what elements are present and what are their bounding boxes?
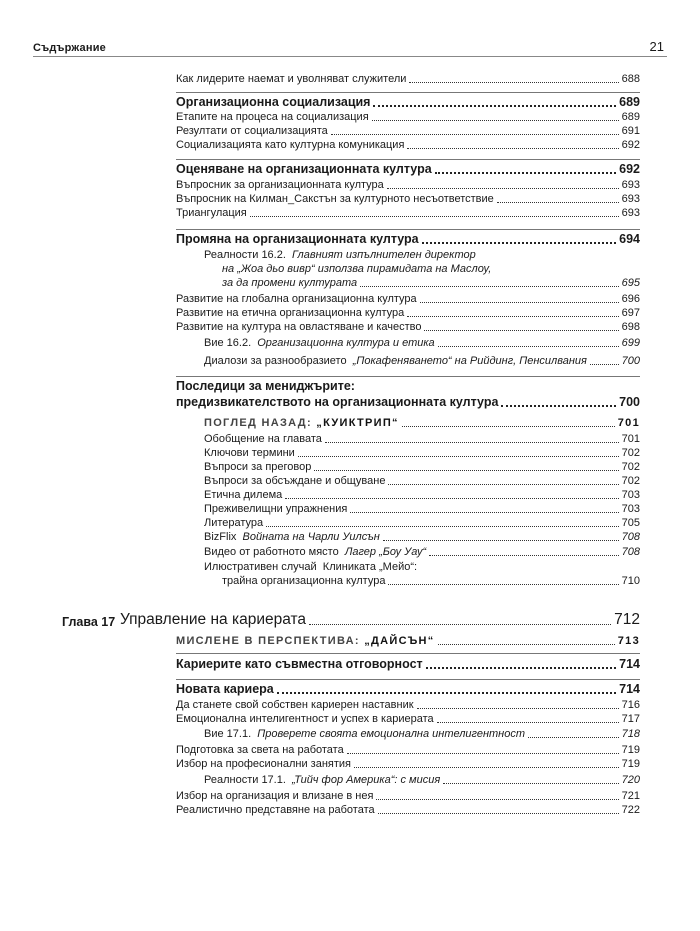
toc-entry[interactable]: Реалности 17.1. „Тийч фор Америка“: с мисия 720	[204, 774, 640, 786]
toc-section[interactable]: Новата кариера 714	[176, 682, 640, 696]
toc-section[interactable]: Организационна социализация 689	[176, 95, 640, 109]
section-rule	[176, 229, 640, 230]
toc-feature-line: Илюстративен случай Клиниката „Мейо“:	[204, 561, 418, 573]
toc-entry[interactable]: Преживелищни упражнения 703	[204, 503, 640, 515]
toc-entry[interactable]: трайна организационна култура 710	[222, 575, 640, 587]
chapter-number: Глава 17	[62, 615, 116, 629]
toc-entry[interactable]: Триангулация 693	[176, 207, 640, 219]
running-header	[33, 34, 667, 57]
toc-entry[interactable]: Резултати от социализацията 691	[176, 125, 640, 137]
toc-entry[interactable]: Ключови термини 702	[204, 447, 640, 459]
section-rule	[176, 679, 640, 680]
toc-entry[interactable]: Въпроси за обсъждане и общуване 702	[204, 475, 640, 487]
toc-entry[interactable]: Етапите на процеса на социализация 689	[176, 111, 640, 123]
toc-entry[interactable]: МИСЛЕНЕ В ПЕРСПЕКТИВА: „ДАЙСЪН“ 713	[176, 635, 640, 647]
toc-entry[interactable]: за да промени културата 695	[222, 277, 640, 289]
toc-entry[interactable]: Реалистично представяне на работата 722	[176, 804, 640, 816]
toc-entry[interactable]: ПОГЛЕД НАЗАД: „КУИКТРИП“ 701	[204, 417, 640, 429]
chapter-page: 712	[614, 611, 640, 628]
toc-entry[interactable]: Избор на професионални занятия 719	[176, 758, 640, 770]
toc-entry[interactable]: Да станете свой собствен кариерен наставник 716	[176, 699, 640, 711]
toc-entry[interactable]: Избор на организация и влизане в нея 721	[176, 790, 640, 802]
toc-entry[interactable]: Литература 705	[204, 517, 640, 529]
chapter-title: Управление на кариерата	[120, 611, 307, 628]
toc-entry[interactable]: Вие 17.1. Проверете своята емоционална интелигентност 718	[204, 728, 640, 740]
toc-entry[interactable]: Диалози за разнообразието „Покафеняването“ на Рийдинг, Пенсилвания 700	[204, 355, 640, 367]
running-header-section: Съдържание	[33, 42, 106, 54]
toc-entry[interactable]: Видео от работното място Лагер „Боу Уау“ 708	[204, 546, 640, 558]
toc-entry[interactable]: Развитие на глобална организационна култура 696	[176, 293, 640, 305]
page-number: 21	[649, 39, 664, 54]
section-rule	[176, 159, 640, 160]
toc-entry[interactable]: Вие 16.2. Организационна култура и етика 699	[204, 337, 640, 349]
toc-entry[interactable]: Етична дилема 703	[204, 489, 640, 501]
toc-feature-line: на „Жоа дьо вивр“ използва пирамидата на Маслоу,	[222, 263, 492, 275]
section-rule	[176, 376, 640, 377]
toc-entry[interactable]: Как лидерите наемат и уволняват служители 688	[176, 73, 640, 85]
toc-feature-line: Реалности 16.2. Главният изпълнителен директор	[204, 249, 476, 261]
toc-entry[interactable]: Емоционална интелигентност и успех в кариерата 717	[176, 713, 640, 725]
toc-section[interactable]: Промяна на организационната култура 694	[176, 232, 640, 246]
toc-entry[interactable]: Социализацията като културна комуникация 692	[176, 139, 640, 151]
toc-section[interactable]: Кариерите като съвместна отговорност 714	[176, 657, 640, 671]
toc-entry[interactable]: Обобщение на главата 701	[204, 433, 640, 445]
toc-entry[interactable]: BizFlix Войната на Чарли Уилсън 708	[204, 531, 640, 543]
toc-entry[interactable]: Въпросник за организационната култура 693	[176, 179, 640, 191]
toc-entry[interactable]: Въпросник на Килман_Сакстън за културното несъответствие 693	[176, 193, 640, 205]
toc-entry[interactable]: Въпроси за преговор 702	[204, 461, 640, 473]
toc-section[interactable]: Оценяване на организационната култура 692	[176, 162, 640, 176]
toc-chapter[interactable]	[62, 609, 640, 629]
toc-section[interactable]: предизвикателството на организационната култура 700	[176, 395, 640, 409]
toc-section-line: Последици за мениджърите:	[176, 379, 355, 393]
toc-entry[interactable]: Подготовка за света на работата 719	[176, 744, 640, 756]
toc-entry[interactable]: Развитие на култура на овластяване и качество 698	[176, 321, 640, 333]
toc-entry[interactable]: Развитие на етична организационна култура 697	[176, 307, 640, 319]
section-rule	[176, 92, 640, 93]
section-rule	[176, 653, 640, 654]
